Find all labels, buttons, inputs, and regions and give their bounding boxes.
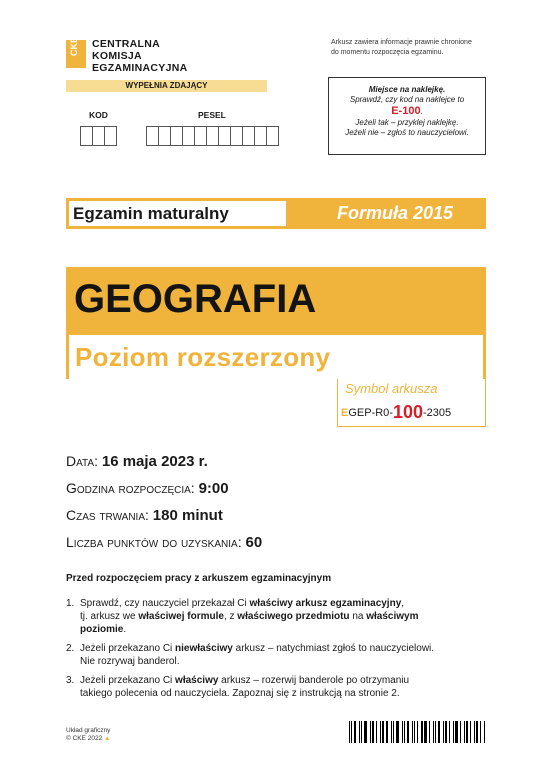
barcode-bar (435, 721, 436, 743)
instruction-text: . (123, 624, 127, 635)
barcode-bar (414, 721, 415, 743)
barcode-bar (412, 721, 413, 743)
barcode-bar (364, 721, 367, 743)
instruction-text: arkusz – rozerwij banderole po otrzymaniu (218, 675, 410, 686)
date-label: Data: (66, 453, 102, 469)
barcode-bar (376, 721, 377, 743)
barcode-bar (393, 721, 394, 743)
barcode-bar (464, 721, 465, 743)
instruction-bold: właściwego przedmiotu (237, 611, 350, 622)
barcode-bar (396, 721, 399, 743)
barcode-bar (407, 721, 409, 743)
kod-boxes[interactable] (80, 126, 116, 146)
exam-duration (66, 505, 223, 526)
sticker-area (328, 77, 486, 155)
start-label: Godzina rozpoczęcia: (66, 480, 199, 496)
note-line: Arkusz zawiera informacje prawnie chronione (331, 39, 472, 46)
symbol-label: Symbol arkusza (345, 381, 438, 396)
sticker-line: Jeżeli nie – zgłoś to nauczycielowi. (345, 128, 469, 137)
barcode-bar (476, 721, 478, 743)
duration-label: Czas trwania: (66, 507, 153, 523)
org-name (92, 38, 188, 74)
barcode-bar (429, 721, 430, 743)
symbol-code (341, 402, 451, 423)
barcode-bar (351, 721, 352, 743)
barcode-bar (380, 721, 381, 743)
triangle-icon: ▲ (104, 735, 111, 742)
sticker-code: E-100 (391, 105, 421, 117)
barcode-bar (372, 721, 374, 743)
instructions-heading: Przed rozpoczęciem pracy z arkuszem egzaminacyjnym (66, 573, 332, 584)
instruction-text: , z (223, 611, 238, 622)
barcode-bar (361, 721, 362, 743)
barcode-bar (453, 721, 454, 743)
instruction-text: Jeżeli przekazano Ci (80, 643, 176, 654)
instruction-number: 3. (66, 675, 75, 686)
sticker-code-suffix: . (420, 107, 423, 116)
instruction-item (66, 597, 496, 636)
exam-type: Egzamin maturalny (69, 201, 286, 226)
barcode (349, 721, 487, 743)
points-value: 60 (245, 534, 263, 551)
level-title: Poziom rozszerzony (75, 342, 331, 372)
barcode-bar (474, 721, 475, 743)
barcode-bar (391, 721, 392, 743)
symbol-code-prefix: GEP-R0- (348, 407, 393, 419)
barcode-bar (445, 721, 447, 743)
subject-title: GEOGRAFIA (74, 277, 317, 321)
formula-name: Formuła 2015 (337, 203, 454, 223)
start-value: 9:00 (198, 480, 229, 497)
barcode-bar (421, 721, 423, 743)
org-line: EGZAMINACYJNA (92, 62, 188, 74)
symbol-code-number: 100 (392, 402, 424, 422)
pesel-boxes[interactable] (146, 126, 278, 146)
confidentiality-note (331, 38, 501, 57)
barcode-bar (470, 721, 471, 743)
barcode-bar (402, 721, 403, 743)
instruction-bold: właściwej formule (138, 611, 224, 622)
sticker-title: Miejsce na naklejkę. (368, 85, 446, 94)
instruction-item (66, 674, 496, 700)
instruction-text: arkusz – natychmiast zgłoś to nauczycielowi. (232, 643, 435, 654)
symbol-code-suffix: -2305 (423, 407, 452, 419)
barcode-bar (484, 721, 485, 743)
footer-line: © CKE 2022 (66, 735, 103, 742)
exam-start-time (66, 478, 229, 499)
org-line: KOMISJA (92, 50, 142, 62)
barcode-bar (354, 721, 356, 743)
instruction-bold: właściwy arkusz egzaminacyjny (249, 598, 402, 609)
date-value: 16 maja 2023 r. (101, 453, 208, 470)
instruction-text: takiego polecenia od nauczyciela. Zapoznaj się z instrukcją na stronie 2. (80, 688, 400, 699)
barcode-bar (386, 721, 388, 743)
barcode-bar (433, 721, 434, 743)
instruction-bold: właściwym (366, 611, 419, 622)
note-line: do momentu rozpoczęcia egzaminu. (331, 48, 444, 56)
barcode-bar (466, 721, 468, 743)
instruction-text: , (401, 598, 405, 609)
barcode-bar (417, 721, 418, 743)
exam-date (66, 451, 208, 472)
sticker-line: Jeżeli tak – przyklej naklejkę. (355, 118, 459, 127)
instruction-text: na (349, 611, 367, 622)
barcode-bar (349, 721, 350, 743)
barcode-bar (443, 721, 444, 743)
instruction-text: Jeżeli przekazano Ci (80, 675, 176, 686)
footer-line: Układ graficzny (66, 727, 111, 734)
duration-value: 180 minut (152, 507, 223, 524)
barcode-bar (438, 721, 440, 743)
symbol-code-e: E (341, 407, 349, 419)
instruction-bold: poziomie (80, 624, 124, 635)
instruction-number: 1. (66, 598, 75, 609)
points-label: Liczba punktów do uzyskania: (66, 534, 246, 550)
fill-in-header: WYPEŁNIA ZDAJĄCY (66, 80, 267, 92)
instruction-item (66, 642, 496, 668)
barcode-bar (404, 721, 405, 743)
barcode-bar (480, 721, 481, 743)
exam-points (66, 532, 262, 553)
barcode-bar (455, 721, 458, 743)
barcode-bar (370, 721, 371, 743)
instruction-text: tj. arkusz we (80, 611, 139, 622)
barcode-bar (382, 721, 384, 743)
instruction-bold: niewłaściwy (175, 643, 233, 654)
instruction-text: Sprawdź, czy nauczyciel przekazał Ci (80, 598, 250, 609)
footer-credit (66, 727, 110, 743)
sticker-line: Sprawdź, czy kod na naklejce to (349, 95, 465, 104)
barcode-bar (460, 721, 461, 743)
instruction-number: 2. (66, 643, 75, 654)
instruction-bold: właściwy (175, 675, 219, 686)
barcode-bar (424, 721, 427, 743)
barcode-bar (359, 721, 360, 743)
org-line: CENTRALNA (92, 38, 161, 50)
kod-label: KOD (89, 110, 108, 120)
pesel-label: PESEL (198, 110, 226, 120)
barcode-bar (449, 721, 450, 743)
cke-logo-mark (66, 36, 86, 68)
instruction-text: Nie rozrywaj banderol. (80, 656, 180, 667)
logo-glyph: CKE (69, 36, 79, 56)
